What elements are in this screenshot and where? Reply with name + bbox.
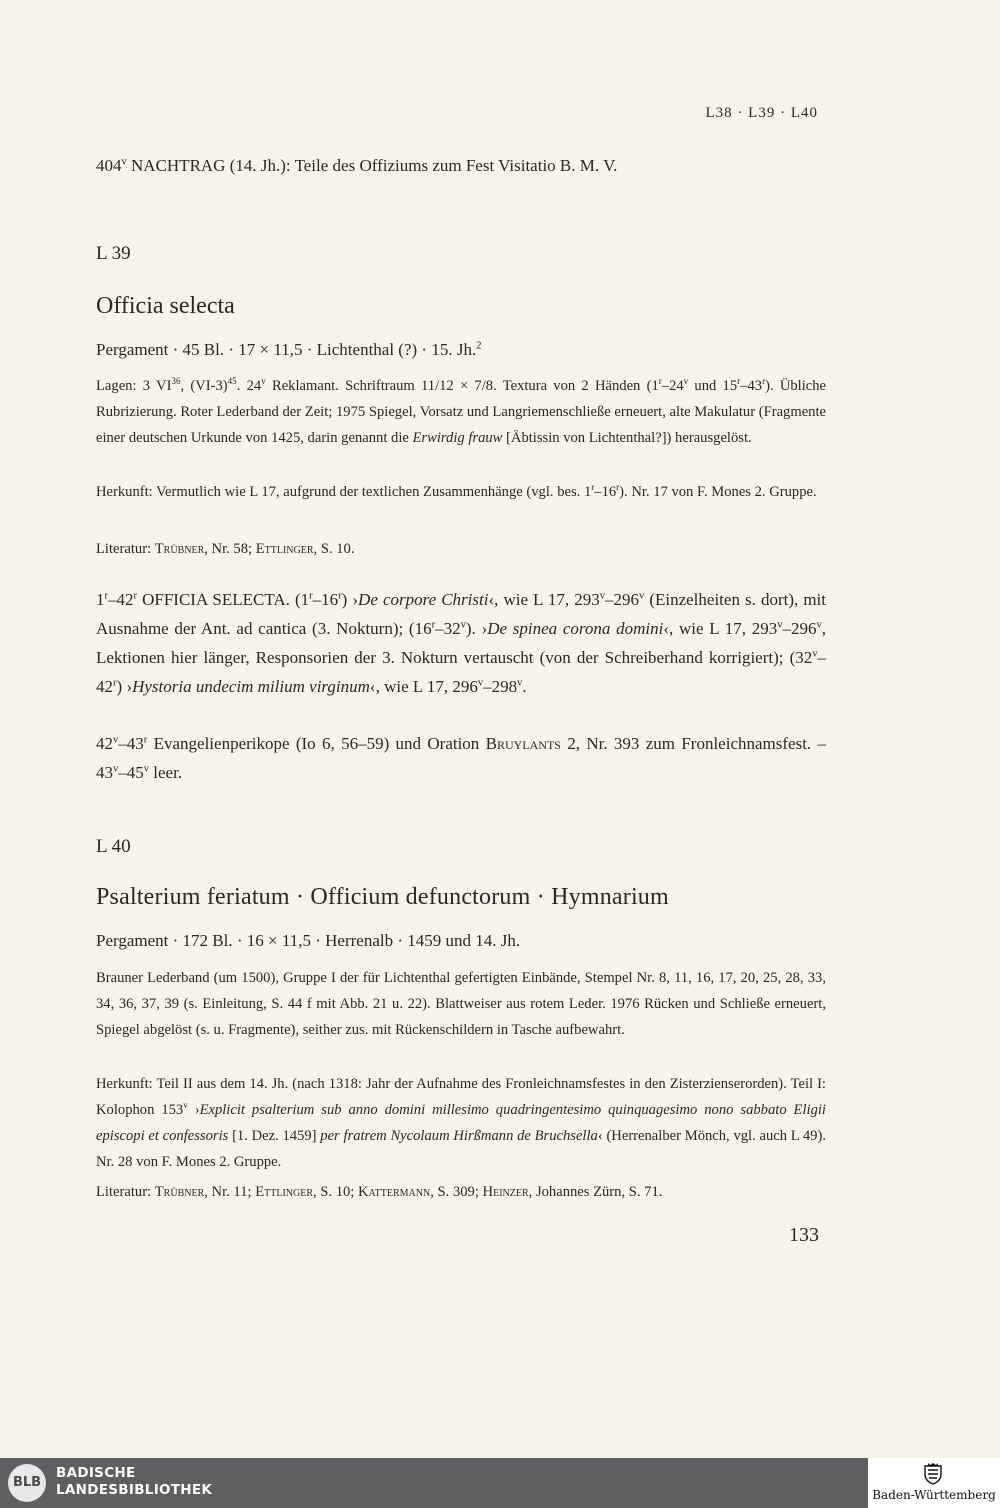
l40-meta: Pergament · 172 Bl. · 16 × 11,5 · Herrenalb · 1459 und 14. Jh. <box>96 931 521 950</box>
nachtrag-folio-sup: v <box>121 156 127 168</box>
l40-literatur: Literatur: Trübner, Nr. 11; Ettlinger, S. 10; Kattermann, S. 309; Heinzer, Johannes Zürn, S. 71. <box>96 1184 663 1200</box>
l39-signature: L 39 <box>96 243 131 264</box>
page-number: 133 <box>789 1224 819 1246</box>
l40-signature: L 40 <box>96 836 131 857</box>
library-name-line2: LANDESBIBLIOTHEK <box>56 1482 213 1498</box>
l39-literatur: Literatur: Trübner, Nr. 58; Ettlinger, S. 10. <box>96 541 355 557</box>
nachtrag-text: NACHTRAG (14. Jh.): Teile des Offiziums zum Fest Visitatio B. M. V. <box>126 156 618 175</box>
state-logo[interactable] <box>868 1458 1000 1508</box>
l39-lagen-paragraph: Lagen: 3 VI$^{36}$, $(VI-3)^{45}$. 24$^v$ Reklamant. Schriftraum 11/12 × 7/8. Textura von 2 Händen (1$^r$–24$^v$ und 15$^r$–43$^r$). Übliche Rubrizierung. Roter Lederband der Zeit; 1975 Spiegel, Vorsatz und Langriemenschließe erneuert, alte Makulatur (Fragmente einer deutschen Urkunde von 1425, darin genannt die Erwirdig frauw [Äbtissin von Lichtenthal?]) herausgelöst. <box>96 376 827 446</box>
footer-bar <box>0 1458 1000 1508</box>
nachtrag-line <box>96 156 617 176</box>
nachtrag-folio: 404 <box>96 156 122 175</box>
l39-evangelien-paragraph: 42$^v$–43$^r$ Evangelienperikope (Io 6, 56–59) und Oration Bruylants 2, Nr. 393 zum Fronleichnamsfest. – 43$^v$–45$^v$ leer. <box>96 734 826 782</box>
l39-title: Officia selecta <box>96 293 235 319</box>
l40-herkunft-paragraph: Herkunft: Teil II aus dem 14. Jh. (nach 1318: Jahr der Aufnahme des Fronleichnamsfestes in den Zisterzienserorden). Teil I: Kolophon 153$^v$ ›Explicit psalterium sub anno domini millesimo quadringentesimo quinquagesimo nono sabbato Eligii episcopi et confessoris [1. Dez. 1459] per fratrem Nycolaum Hirßmann de Bruchsella‹ (Herrenalber Mönch, vgl. auch L 49). Nr. 28 von F. Mones 2. Gruppe. <box>96 1076 826 1170</box>
l40-title: Psalterium feriatum · Officium defunctorum · Hymnarium <box>96 884 669 910</box>
library-name[interactable] <box>56 1465 212 1499</box>
l39-meta-text: Pergament · 45 Bl. · 17 × 11,5 · Lichtenthal (?) · 15. Jh. <box>96 340 477 359</box>
state-name: Baden-Württemberg <box>872 1488 996 1502</box>
l39-herkunft-paragraph: Herkunft: Vermutlich wie L 17, aufgrund der textlichen Zusammenhänge (vgl. bes. 1$^r$–16$^r$). Nr. 17 von F. Mones 2. Gruppe. <box>96 482 817 500</box>
l39-meta <box>96 340 481 360</box>
l39-meta-footnote: 2 <box>476 340 482 352</box>
blb-logo-icon[interactable]: BLB <box>8 1464 46 1502</box>
l40-band-paragraph: Brauner Lederband (um 1500), Gruppe I der für Lichtenthal gefertigten Einbände, Stempel Nr. 8, 11, 16, 17, 20, 25, 28, 33, 34, 36, 37, 39 (s. Einleitung, S. 44 f mit Abb. 21 u. 22). Blattweiser aus rotem Leder. 1976 Rücken und Schließe erneuert, Spiegel abgelöst (s. u. Fragmente), seither zus. mit Rückenschildern in Tasche aufbewahrt. <box>96 970 826 1038</box>
running-head: L38 · L39 · L40 <box>705 105 818 121</box>
crest-icon <box>922 1461 944 1485</box>
l39-officia-paragraph: 1$^r$–42$^r$ OFFICIA SELECTA. (1$^r$–16$^r$) ›De corpore Christi‹, wie L 17, 293$^v$–296$^v$ (Einzelheiten s. dort), mit Ausnahme der Ant. ad cantica (3. Nokturn); (16$^r$–32$^v$). ›De spinea corona domini‹, wie L 17, 293$^v$–296$^v$, Lektionen hier länger, Responsorien der 3. Nokturn vertauscht (von der Schreiberhand korrigiert); (32$^v$–42$^r$) ›Hystoria undecim milium virginum‹, wie L 17, 296$^v$–298$^v$. <box>96 590 826 696</box>
library-name-line1: BADISCHE <box>56 1465 136 1481</box>
